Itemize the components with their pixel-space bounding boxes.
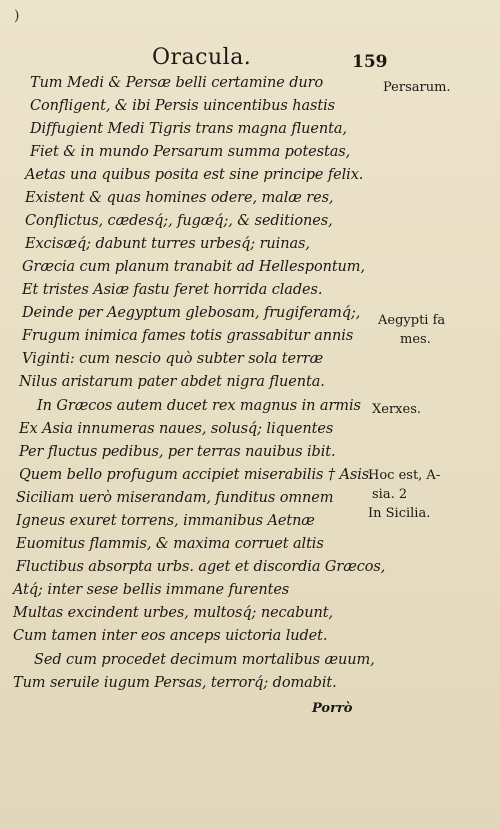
verse-line: Et tristes Asiæ fastu feret horrida clades. xyxy=(22,282,323,298)
marginal-note: sia. 2 xyxy=(372,487,408,502)
verse-line: Fiet & in mundo Persarum summa potestas, xyxy=(30,144,351,160)
marginal-note: Xerxes. xyxy=(372,402,421,417)
catchword: Porrò xyxy=(312,701,353,716)
running-head: Oracula. xyxy=(152,45,252,70)
marginal-note: Hoc est, A- xyxy=(368,468,441,483)
verse-line: Ex Asia innumeras naues, solusq́; liquentes xyxy=(19,421,334,437)
verse-line: Conflictus, cædesq́;, fugæq́;, & seditiones, xyxy=(25,213,333,229)
verse-line: Fluctibus absorpta urbs. aget et discordia Græcos, xyxy=(16,559,386,575)
verse-line: Igneus exuret torrens, immanibus Aetnæ xyxy=(16,513,315,529)
verse-line: Excisæq́; dabunt turres urbesq́; ruinas, xyxy=(25,236,310,252)
verse-line: Viginti: cum nescio quò subter sola terræ xyxy=(22,351,324,367)
verse-line: Deinde per Aegyptum glebosam, frugiferamq́;, xyxy=(22,305,361,321)
verse-line: Multas excindent urbes, multosq́; necabunt, xyxy=(13,605,334,621)
verse-line: Per fluctus pedibus, per terras nauibus ibit. xyxy=(19,444,336,460)
verse-line: Frugum inimica fames totis grassabitur annis xyxy=(22,328,354,344)
verse-line: Tum seruile iugum Persas, terrorq́; domabit. xyxy=(13,675,337,691)
marginal-note: In Sicilia. xyxy=(368,506,431,521)
verse-line: Nilus aristarum pater abdet nigra fluenta. xyxy=(19,374,325,390)
verse-line: In Græcos autem ducet rex magnus in armis xyxy=(37,398,361,414)
marginal-note: Aegypti fa xyxy=(378,313,446,328)
verse-line: Aetas una quibus posita est sine principe felix. xyxy=(25,167,364,183)
corner-mark: ) xyxy=(14,8,20,24)
verse-line: Cum tamen inter eos anceps uictoria ludet. xyxy=(13,628,328,644)
verse-line: Diffugient Medi Tigris trans magna fluenta, xyxy=(30,121,347,137)
marginal-note: mes. xyxy=(400,332,431,347)
verse-line: Sed cum procedet decimum mortalibus æuum, xyxy=(34,652,375,668)
page-number: 159 xyxy=(352,52,388,72)
verse-line: Siciliam uerò miserandam, funditus omnem xyxy=(16,490,334,506)
verse-line: Græcia cum planum tranabit ad Hellespontum, xyxy=(22,259,365,275)
verse-line: Tum Medi & Persæ belli certamine duro xyxy=(30,75,324,91)
verse-line: Quem bello profugum accipiet miserabilis † Asis. xyxy=(19,467,374,483)
marginal-note: Persarum. xyxy=(383,80,451,95)
verse-line: Existent & quas homines odere, malæ res, xyxy=(25,190,334,206)
verse-line: Confligent, & ibi Persis uincentibus hastis xyxy=(30,98,336,114)
verse-line: Euomitus flammis, & maxima corruet altis xyxy=(16,536,324,552)
verse-line: Atq́; inter sese bellis immane furentes xyxy=(13,582,290,598)
